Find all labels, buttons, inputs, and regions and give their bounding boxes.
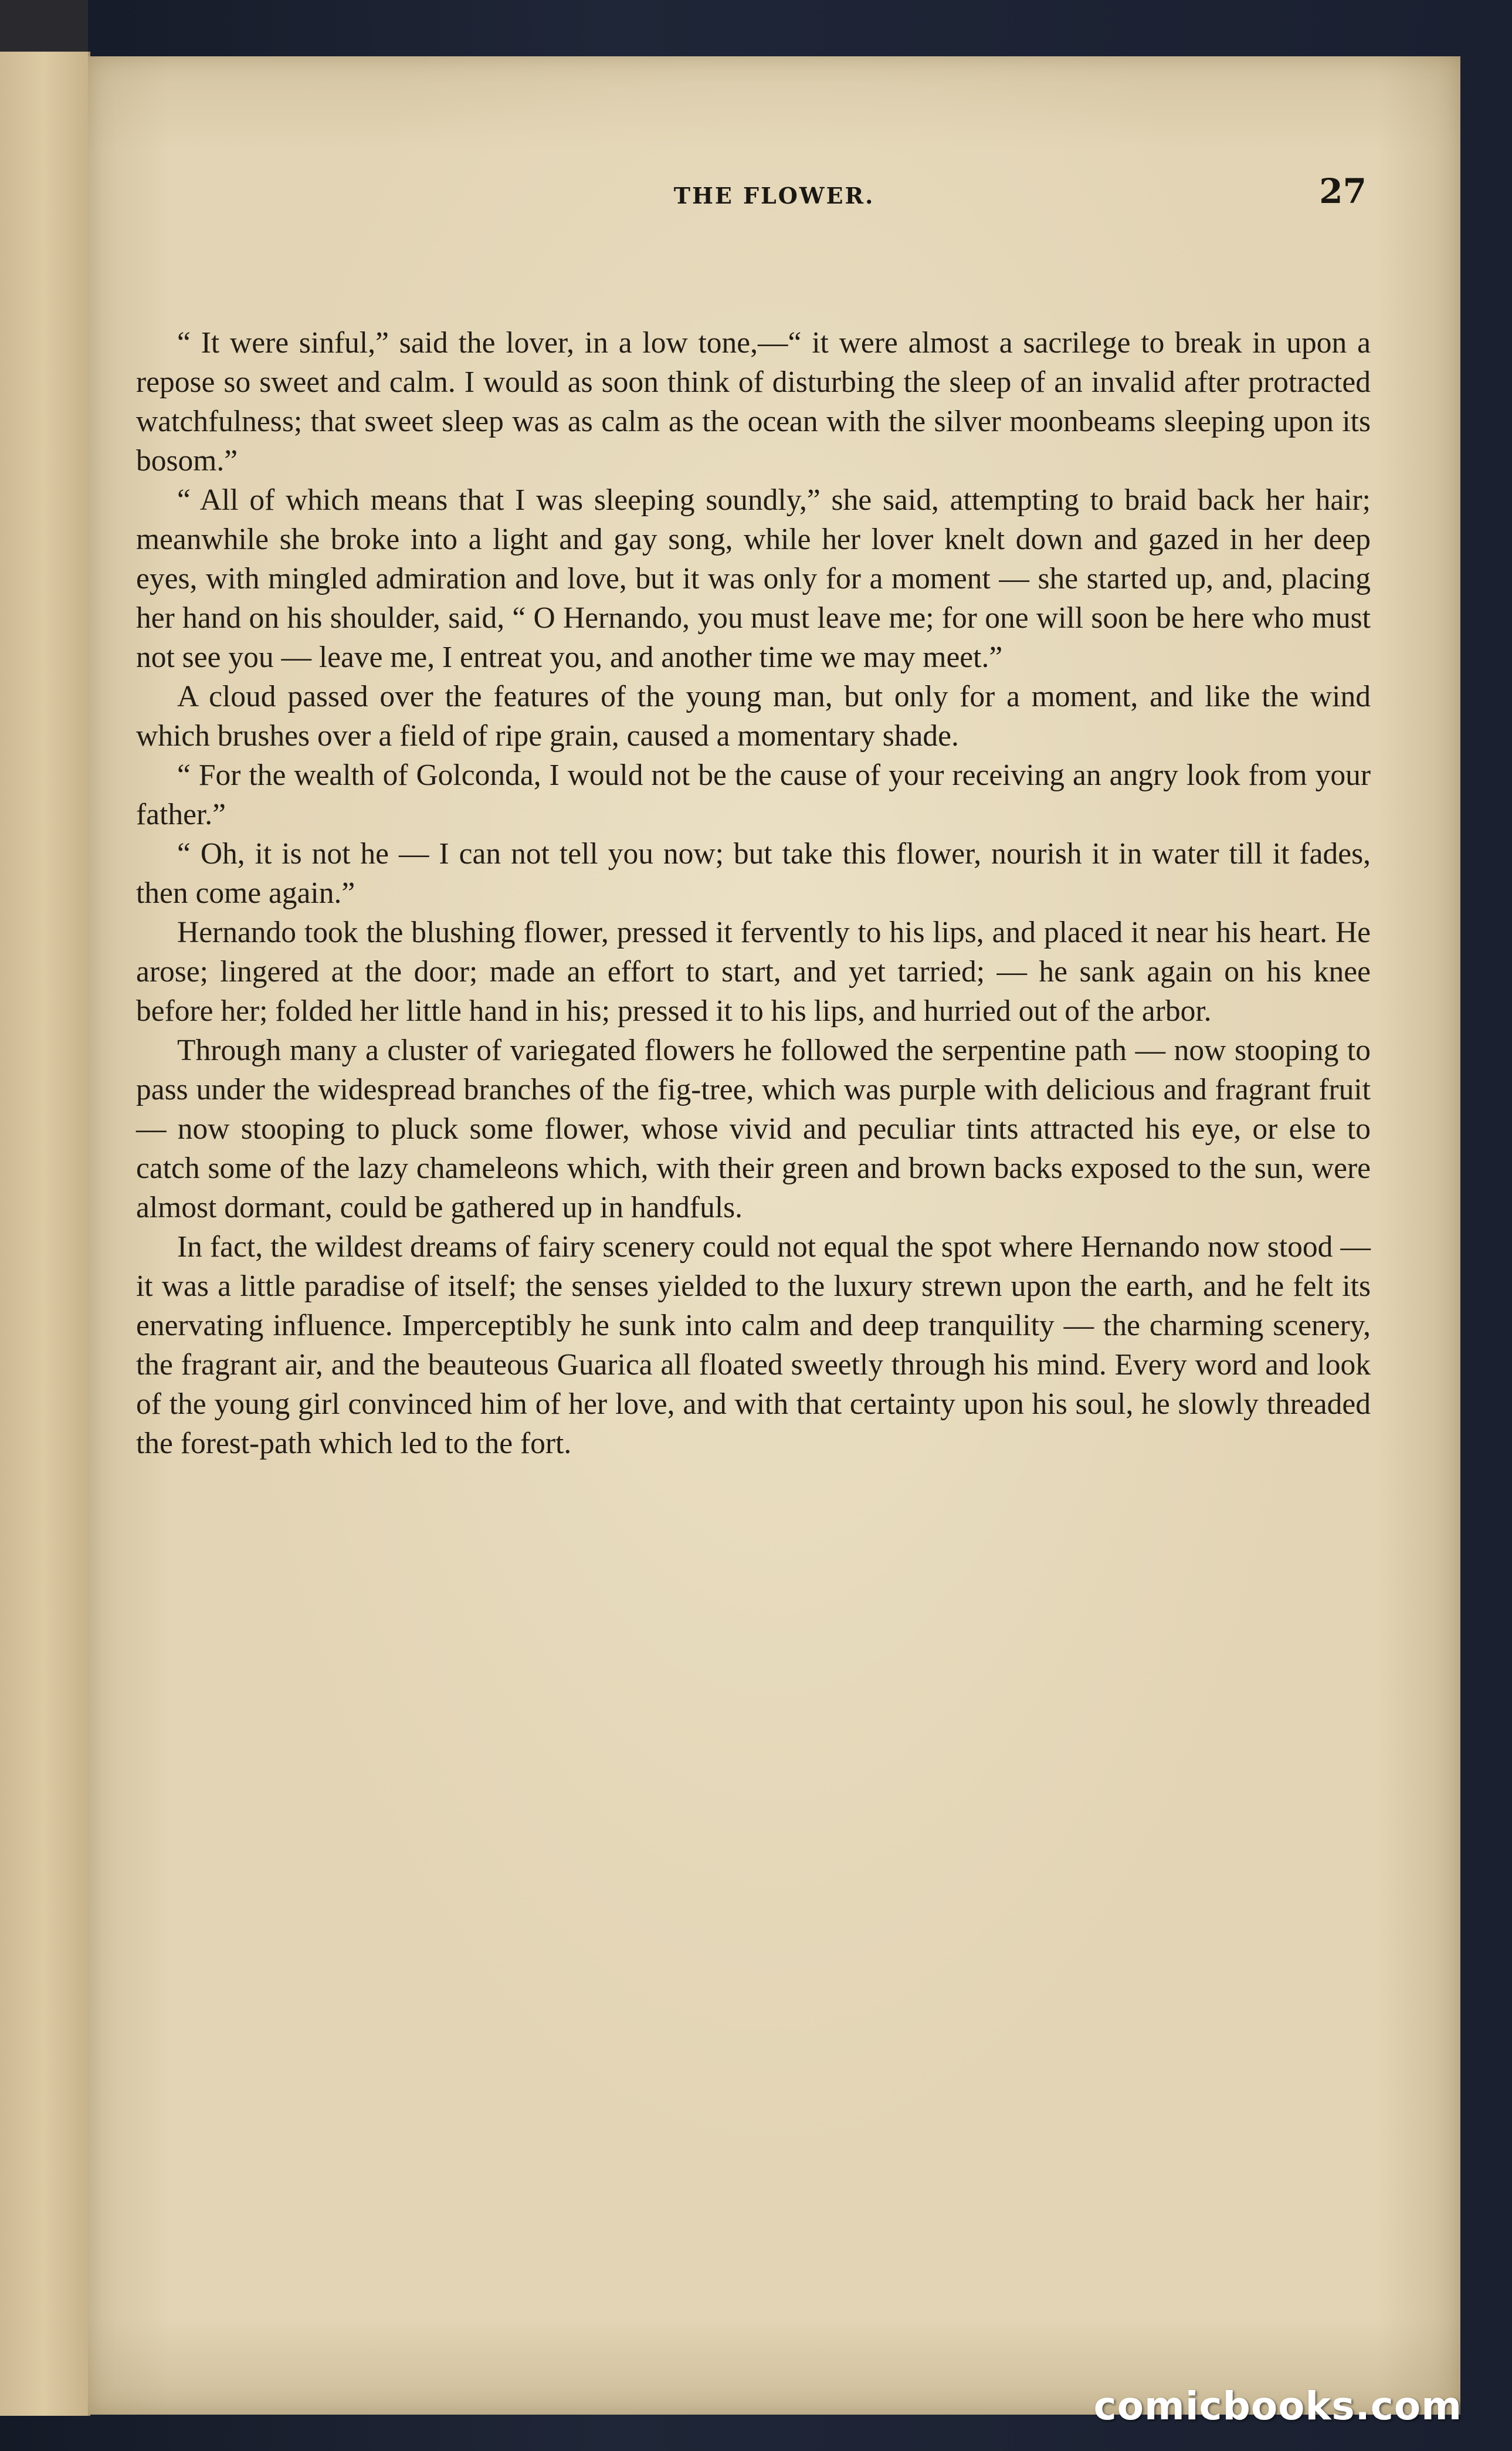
site-watermark: comicbooks.com	[1093, 2384, 1462, 2429]
facing-page-edge	[0, 52, 90, 2416]
paragraph-7: Through many a cluster of variegated flowers he followed the serpentine path — now stooping to pass under the widespread branches of the fig-tree, which was purple with delicious and fragrant fruit — now stooping to pluck some flower, whose vivid and peculiar tints attracted his eye, or else to catch some of the lazy chameleons which, with their green and brown backs exposed to the sun, were almost dormant, could be gathered up in handfuls.	[136, 1034, 1371, 1224]
paragraph-4: “ For the wealth of Golconda, I would not be the cause of your receiving an angry look from your father.”	[136, 759, 1371, 831]
paragraph-8: In fact, the wildest dreams of fairy scenery could not equal the spot where Hernando now stood — it was a little paradise of itself; the senses yielded to the luxury strewn upon the earth, and he felt its enervating influence. Imperceptibly he sunk into calm and deep tranquility — the charming scenery, the fragrant air, and the beauteous Guarica all floated sweetly through his mind. Every word and look of the young girl convinced him of her love, and with that certainty upon his soul, he slowly threaded the forest-path which led to the fort.	[136, 1230, 1371, 1460]
book-spine-shadow	[0, 0, 88, 52]
paragraph-6: Hernando took the blushing flower, pressed it fervently to his lips, and placed it near his heart. He arose; lingered at the door; made an effort to start, and yet tarried; — he sank again on his knee before her; folded her little hand in his; pressed it to his lips, and hurried out of the arbor.	[136, 916, 1371, 1028]
running-title: THE FLOWER.	[673, 182, 875, 209]
paragraph-3: A cloud passed over the features of the young man, but only for a moment, and like the wind which brushes over a field of ripe grain, caused a momentary shade.	[136, 680, 1371, 753]
body-text	[136, 323, 1371, 1463]
paragraph-5: “ Oh, it is not he — I can not tell you now; but take this flower, nourish it in water till it fades, then come again.”	[136, 837, 1371, 910]
paragraph-1: “ It were sinful,” said the lover, in a low tone,—“ it were almost a sacrilege to break in upon a repose so sweet and calm. I would as soon think of disturbing the sleep of an invalid after protracted watchfulness; that sweet sleep was as calm as the ocean with the silver moonbeams sleeping upon its bosom.”	[136, 326, 1371, 478]
book-page	[88, 56, 1460, 2415]
paragraph-2: “ All of which means that I was sleeping soundly,” she said, attempting to braid back her hair; meanwhile she broke into a light and gay song, while her lover knelt down and gazed in her deep eyes, with mingled admiration and love, but it was only for a moment — she started up, and, placing her hand on his shoulder, said, “ O Hernando, you must leave me; for one will soon be here who must not see you — leave me, I entreat you, and another time we may meet.”	[136, 483, 1371, 674]
page-number: 27	[1319, 171, 1367, 211]
